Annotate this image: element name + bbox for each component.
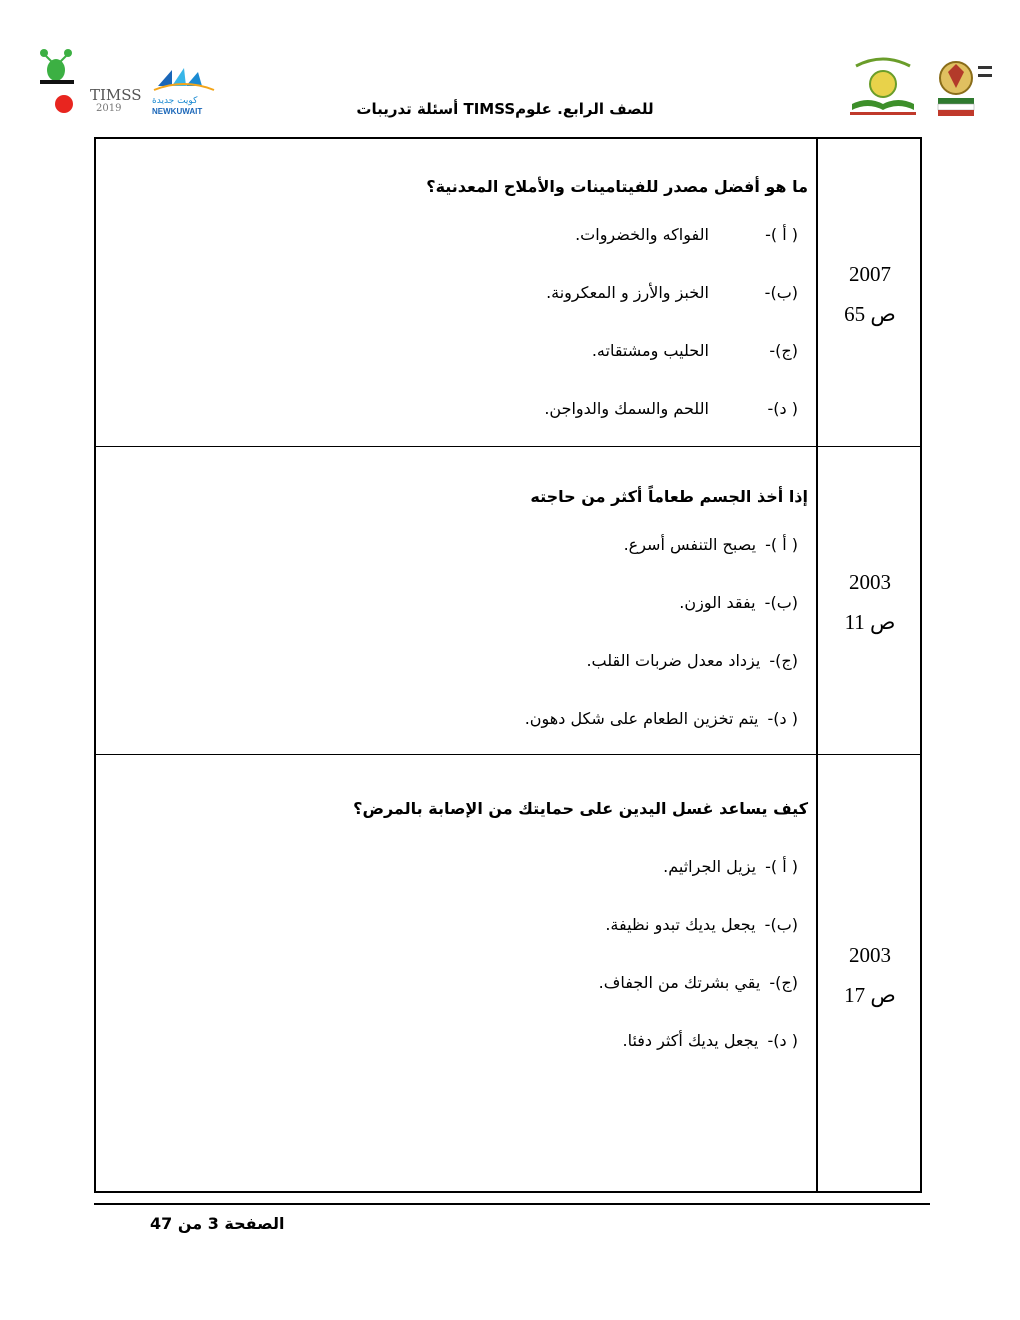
option-text: يصبح التنفس أسرع.	[623, 535, 757, 554]
questions-table	[94, 137, 922, 1193]
option-a	[624, 535, 798, 554]
option-label: ( د)-	[767, 1031, 798, 1050]
page-number: الصفحة 3 من 47	[150, 1214, 285, 1233]
new-kuwait-arabic: كويت جديدة	[152, 96, 198, 106]
option-label: ( د)-	[767, 709, 798, 728]
option-c	[592, 341, 798, 360]
option-label: ( أ )-	[765, 857, 798, 876]
option-label: (ب)-	[764, 283, 798, 302]
question-page: ص 65	[844, 302, 896, 326]
timss-logo	[34, 48, 144, 118]
footer-divider	[94, 1203, 930, 1205]
option-text: يفقد الوزن.	[679, 593, 756, 612]
option-text: يزيل الجراثيم.	[663, 857, 757, 876]
option-text: يتم تخزين الطعام على شكل دهون.	[524, 709, 759, 728]
option-text: الخبز والأرز و المعكرونة.	[546, 283, 709, 302]
question-row-1	[96, 139, 920, 447]
page-title: أسئلة تدريبات TIMSSللصف الرابع. علوم	[356, 100, 654, 118]
option-label: (ج)-	[769, 651, 798, 670]
option-b	[679, 593, 798, 612]
option-d	[525, 709, 798, 728]
option-label: (ج)-	[769, 341, 798, 360]
new-kuwait-english: NEWKUWAIT	[152, 107, 203, 116]
question-year-cell	[818, 935, 922, 1015]
option-label: (ب)-	[764, 593, 798, 612]
timss-logo-year: 2019	[96, 103, 122, 114]
option-b	[605, 915, 798, 934]
option-c	[599, 973, 798, 992]
question-row-2	[96, 447, 920, 755]
question-row-3	[96, 755, 920, 1191]
question-year-cell	[818, 562, 922, 642]
option-text: يجعل يديك تبدو نظيفة.	[605, 915, 756, 934]
option-d	[622, 1031, 798, 1050]
question-cell	[96, 447, 808, 755]
option-a	[663, 857, 798, 876]
option-text: يجعل يديك أكثر دفئا.	[622, 1031, 759, 1050]
question-year: 2007	[849, 262, 891, 286]
timss-logo-text: TIMSS	[90, 86, 142, 104]
option-c	[586, 651, 798, 670]
option-label: ( د)-	[767, 399, 798, 418]
option-label: ( أ )-	[765, 535, 798, 554]
option-a	[575, 225, 798, 244]
option-text: يقي بشرتك من الجفاف.	[598, 973, 761, 992]
option-label: (ب)-	[764, 915, 798, 934]
question-text: إذا أخذ الجسم طعاماً أكثر من حاجته	[530, 487, 808, 506]
question-year-cell	[818, 254, 922, 334]
question-year: 2003	[849, 570, 891, 594]
option-label: ( أ )-	[765, 225, 798, 244]
question-page: ص 17	[844, 983, 896, 1007]
option-b	[546, 283, 798, 302]
option-text: يزداد معدل ضربات القلب.	[586, 651, 761, 670]
question-page: ص 11	[844, 610, 896, 634]
science-supervision-logo	[846, 56, 920, 118]
question-year: 2003	[849, 943, 891, 967]
question-cell	[96, 139, 808, 447]
page-header	[0, 0, 1020, 135]
question-cell	[96, 755, 808, 1191]
question-text: كيف يساعد غسل اليدين على حمايتك من الإصابة بالمرض؟	[353, 799, 808, 818]
option-text: اللحم والسمك والدواجن.	[544, 399, 709, 418]
option-d	[544, 399, 798, 418]
option-text: الحليب ومشتقاته.	[591, 341, 709, 360]
question-text: ما هو أفضل مصدر للفيتامينات والأملاح المعدنية؟	[426, 177, 808, 196]
option-text: الفواكه والخضروات.	[575, 225, 709, 244]
ministry-emblem	[928, 58, 996, 126]
option-label: (ج)-	[769, 973, 798, 992]
